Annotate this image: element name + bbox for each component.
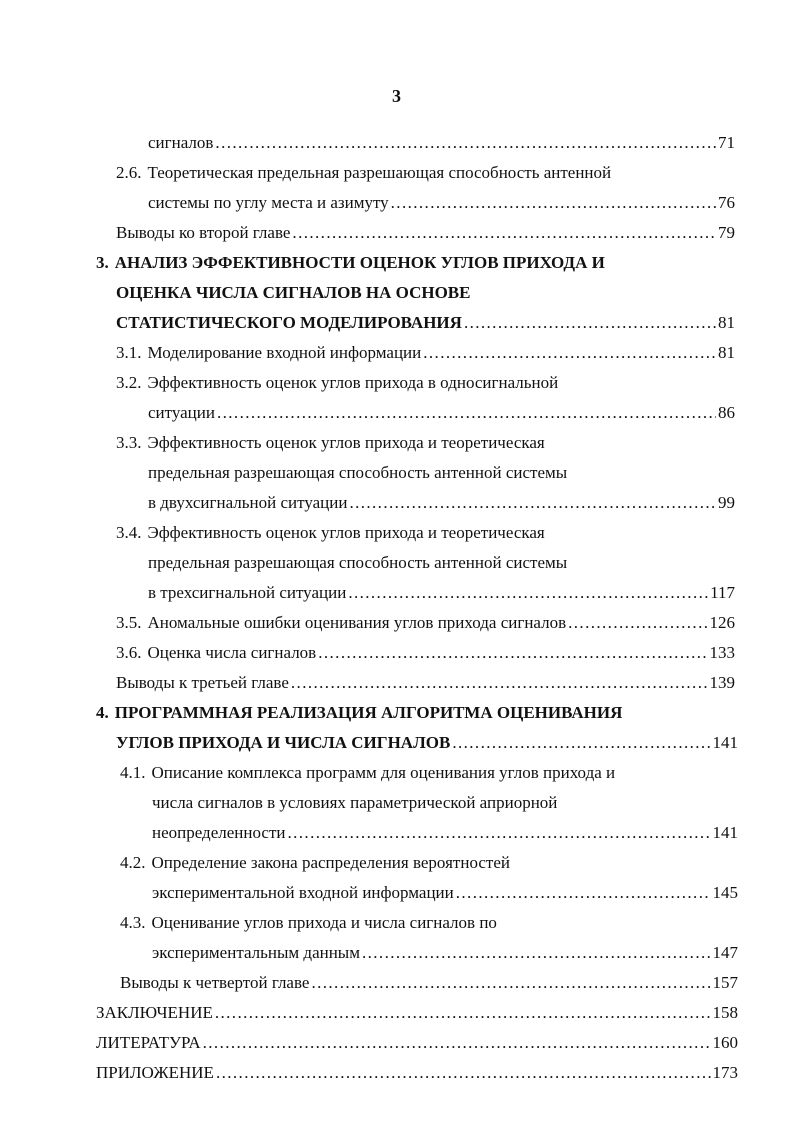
- toc-entry: [152, 790, 752, 816]
- toc-entry: [148, 190, 735, 216]
- toc-entry-title: АНАЛИЗ ЭФФЕКТИВНОСТИ ОЦЕНОК УГЛОВ ПРИХОДА И: [114, 253, 605, 272]
- toc-entry: [116, 640, 735, 666]
- toc-entry-title: системы по углу места и азимуту: [148, 193, 389, 212]
- dot-leader: [292, 220, 716, 246]
- chapter-heading: [96, 700, 756, 726]
- toc-entry-page: 160: [712, 1033, 738, 1052]
- toc-entry-number: 4.3.: [120, 913, 146, 932]
- toc-entry: [152, 820, 738, 846]
- toc-entry-number: 3.4.: [116, 523, 142, 542]
- toc-entry-title: ситуации: [148, 403, 215, 422]
- toc-entry-page: 158: [712, 1003, 738, 1022]
- toc-entry: [116, 340, 735, 366]
- toc-entry: [152, 940, 738, 966]
- dot-leader: [203, 1030, 711, 1056]
- dot-leader: [215, 130, 716, 156]
- toc-entry-page: 81: [718, 343, 735, 362]
- toc-entry-title: СТАТИСТИЧЕСКОГО МОДЕЛИРОВАНИЯ: [116, 313, 462, 332]
- dot-leader: [391, 190, 716, 216]
- dot-leader: [568, 610, 707, 636]
- toc-entry: [116, 310, 735, 336]
- toc-entry: [152, 880, 738, 906]
- toc-entry: [96, 1060, 738, 1086]
- toc-entry-number: 2.6.: [116, 163, 142, 182]
- toc-entry-title: Эффективность оценок углов прихода и теоретическая: [147, 523, 545, 542]
- toc-entry-number: 4.1.: [120, 763, 146, 782]
- toc-entry-title: Выводы к четвертой главе: [120, 973, 310, 992]
- toc-entry-number: 4.: [96, 703, 109, 722]
- toc-entry: [120, 910, 740, 936]
- toc-entry-number: 3.: [96, 253, 109, 272]
- toc-entry: [96, 1000, 738, 1026]
- toc-entry-page: 145: [712, 883, 738, 902]
- dot-leader: [311, 970, 710, 996]
- chapter-heading: [96, 250, 736, 276]
- toc-entry-page: 76: [718, 193, 735, 212]
- toc-entry: [148, 130, 735, 156]
- toc-entry-title: экспериментальной входной информации: [152, 883, 454, 902]
- toc-entry-page: 157: [712, 973, 738, 992]
- dot-leader: [362, 940, 711, 966]
- toc-entry: [148, 580, 735, 606]
- toc-entry-title: Выводы ко второй главе: [116, 223, 291, 242]
- toc-entry-title: Определение закона распределения вероятностей: [151, 853, 510, 872]
- toc-entry: [120, 850, 740, 876]
- toc-entry-page: 86: [718, 403, 735, 422]
- toc-entry: [120, 760, 760, 786]
- dot-leader: [291, 670, 708, 696]
- toc-entry: [148, 490, 735, 516]
- toc-entry-title: ОЦЕНКА ЧИСЛА СИГНАЛОВ НА ОСНОВЕ: [116, 283, 471, 302]
- toc-entry-number: 3.5.: [116, 613, 142, 632]
- toc-entry-title: предельная разрешающая способность антенной системы: [148, 463, 568, 482]
- toc-entry-title: Аномальные ошибки оценивания углов прихода сигналов: [147, 613, 567, 632]
- toc-entry-number: 3.6.: [116, 643, 142, 662]
- toc-entry-title: Эффективность оценок углов прихода и теоретическая: [147, 433, 545, 452]
- toc-entry-title: в трехсигнальной ситуации: [148, 583, 347, 602]
- toc-entry-number: 3.2.: [116, 373, 142, 392]
- dot-leader: [456, 880, 711, 906]
- toc-entry-page: 141: [712, 823, 738, 842]
- dot-leader: [423, 340, 716, 366]
- toc-entry: [148, 400, 735, 426]
- dot-leader: [452, 730, 710, 756]
- toc-entry-title: ЗАКЛЮЧЕНИЕ: [96, 1003, 213, 1022]
- toc-entry: [148, 460, 738, 486]
- toc-entry: [116, 160, 716, 186]
- dot-leader: [318, 640, 707, 666]
- toc-entry-number: 3.1.: [116, 343, 142, 362]
- toc-entry-title: экспериментальным данным: [152, 943, 360, 962]
- page-number: 3: [392, 86, 401, 106]
- toc-entry-page: 141: [712, 733, 738, 752]
- toc-entry-title: Оценка числа сигналов: [147, 643, 317, 662]
- toc-entry: [116, 430, 736, 456]
- toc-entry-number: 4.2.: [120, 853, 146, 872]
- toc-entry: [116, 730, 738, 756]
- toc-entry-title: сигналов: [148, 133, 214, 152]
- toc-entry: [116, 220, 735, 246]
- toc-entry: [96, 1030, 738, 1056]
- toc-entry-title: числа сигналов в условиях параметрической априорной: [152, 793, 558, 812]
- dot-leader: [216, 1060, 711, 1086]
- dot-leader: [349, 490, 716, 516]
- toc-entry-title: Моделирование входной информации: [147, 343, 422, 362]
- toc-entry-page: 139: [709, 673, 735, 692]
- toc-entry-title: в двухсигнальной ситуации: [148, 493, 348, 512]
- toc-entry-page: 126: [709, 613, 735, 632]
- toc-entry: [120, 970, 738, 996]
- toc-entry-page: 79: [718, 223, 735, 242]
- toc-entry-title: ЛИТЕРАТУРА: [96, 1033, 201, 1052]
- toc-entry-title: Эффективность оценок углов прихода в односигнальной: [147, 373, 559, 392]
- toc-entry-title: ПРИЛОЖЕНИЕ: [96, 1063, 214, 1082]
- toc-entry: [116, 610, 735, 636]
- dot-leader: [464, 310, 716, 336]
- toc-entry-page: 147: [712, 943, 738, 962]
- dot-leader: [217, 400, 716, 426]
- toc-entry-page: 173: [712, 1063, 738, 1082]
- toc-entry-page: 81: [718, 313, 735, 332]
- toc-entry-number: 3.3.: [116, 433, 142, 452]
- dot-leader: [215, 1000, 711, 1026]
- toc-entry: [148, 550, 738, 576]
- toc-entry-title: предельная разрешающая способность антенной системы: [148, 553, 568, 572]
- toc-entry-title: Оценивание углов прихода и числа сигналов по: [151, 913, 497, 932]
- toc-entry-page: 71: [718, 133, 735, 152]
- chapter-heading: [116, 280, 736, 306]
- toc-entry: [116, 520, 736, 546]
- toc-entry-page: 133: [709, 643, 735, 662]
- toc-entry-title: Выводы к третьей главе: [116, 673, 289, 692]
- toc-entry: [116, 670, 735, 696]
- toc-entry-title: УГЛОВ ПРИХОДА И ЧИСЛА СИГНАЛОВ: [116, 733, 451, 752]
- toc-entry-title: ПРОГРАММНАЯ РЕАЛИЗАЦИЯ АЛГОРИТМА ОЦЕНИВАНИЯ: [114, 703, 623, 722]
- toc-entry-title: неопределенности: [152, 823, 286, 842]
- toc-entry: [116, 370, 736, 396]
- dot-leader: [287, 820, 710, 846]
- toc-entry-page: 99: [718, 493, 735, 512]
- toc-entry-title: Описание комплекса программ для оценивания углов прихода и: [151, 763, 616, 782]
- toc-entry-page: 117: [710, 583, 735, 602]
- toc-entry-title: Теоретическая предельная разрешающая способность антенной: [147, 163, 612, 182]
- dot-leader: [348, 580, 708, 606]
